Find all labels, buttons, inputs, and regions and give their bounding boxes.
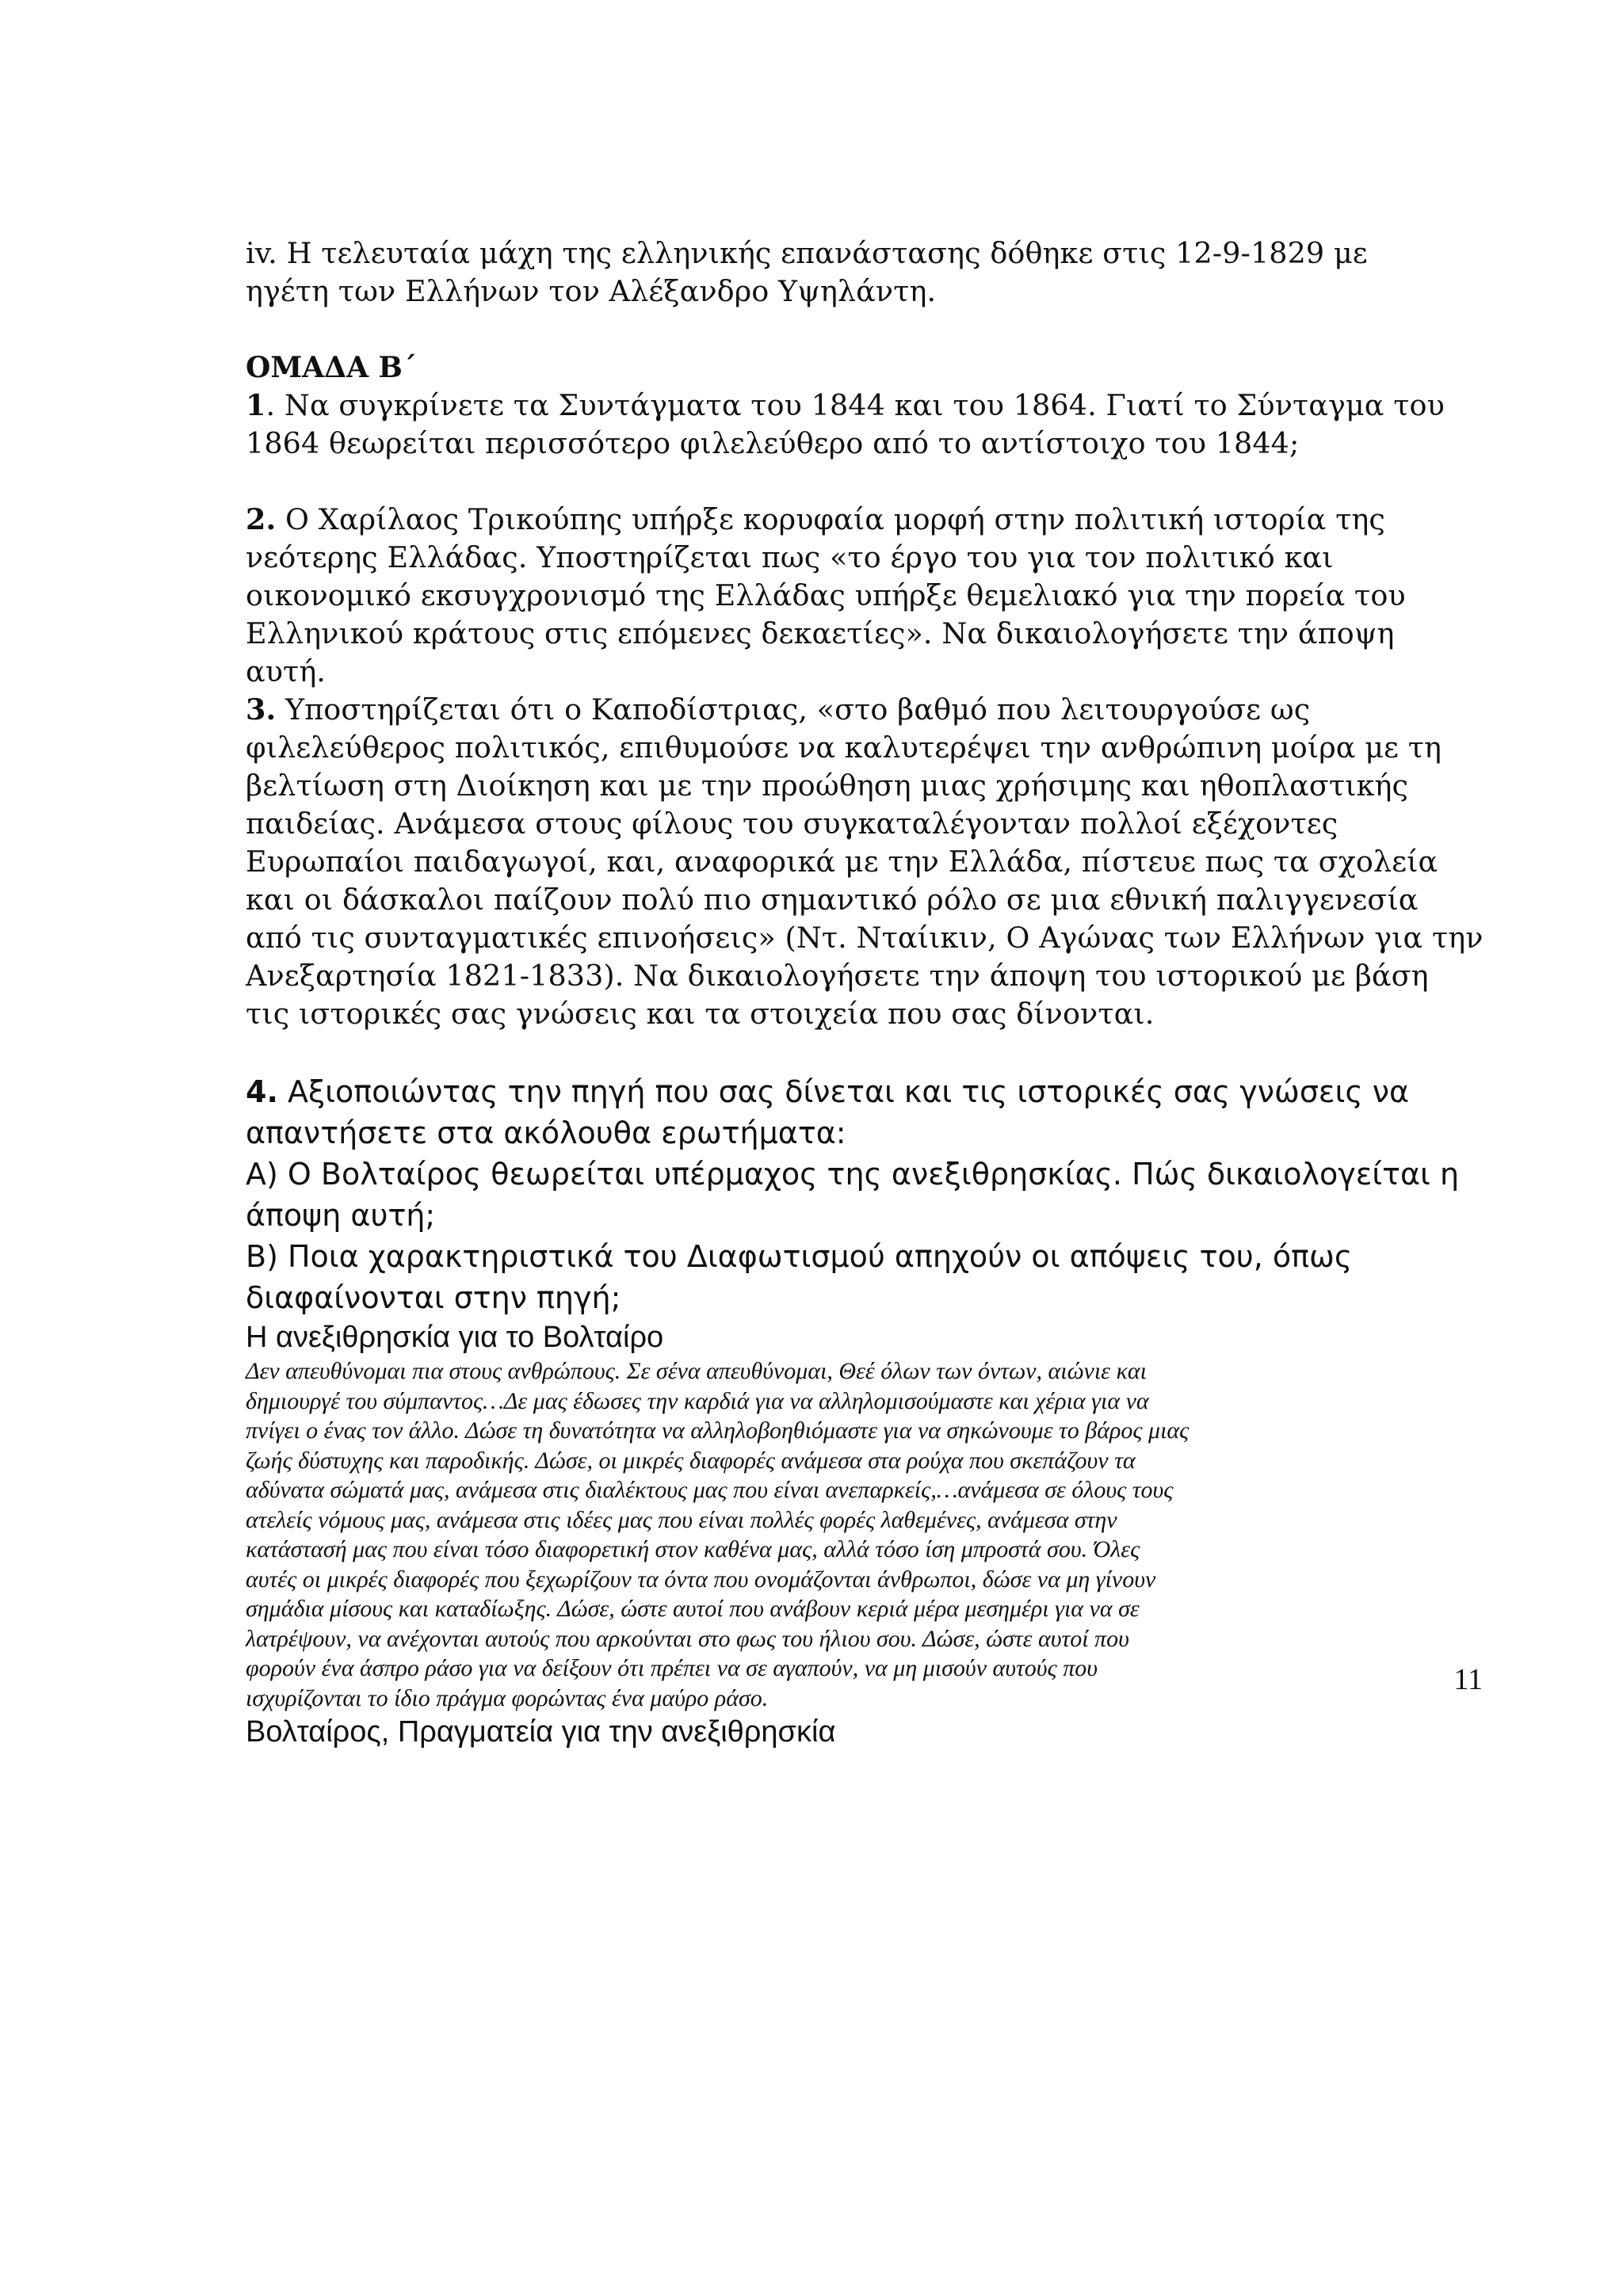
question-3-line-1: 3. Υποστηρίζεται ότι ο Καποδίστριας, «στο βαθμό που λειτουργούσε ως [246,692,1311,727]
item-iv-line-2: ηγέτη των Ελλήνων τον Αλέξανδρο Υψηλάντη. [246,274,937,308]
question-4-line-1: 4. Αξιοποιώντας την πηγή που σας δίνεται και τις ιστορικές σας γνώσεις να [246,1074,1409,1109]
question-4-line-2: απαντήσετε στα ακόλουθα ερωτήματα: [246,1116,846,1150]
question-3-line-8: Ανεξαρτησία 1821-1833). Να δικαιολογήσετε την άποψη του ιστορικού με βάση [246,959,1429,993]
item-iv-line-1: iv. Η τελευταία μάχη της ελληνικής επανάστασης δόθηκε στις 12-9-1829 με [246,236,1368,270]
question-4b-line-1: Β) Ποια χαρακτηριστικά του Διαφωτισμού απηχούν οι απόψεις του, όπως [246,1239,1353,1274]
quote-line: λατρέψουν, να ανέχονται αυτούς που αρκούνται στο φως του ήλιου σου. Δώσε, ώστε αυτοί που [246,1625,1129,1652]
question-2-line-2: νεότερης Ελλάδας. Υποστηρίζεται πως «το έργο του για τον πολιτικό και [246,540,1334,574]
question-3-line-9: τις ιστορικές σας γνώσεις και τα στοιχεία που σας δίνονται. [246,997,1155,1031]
quote-line: ζωής δύστυχης και παροδικής. Δώσε, οι μικρές διαφορές ανάμεσα στα ρούχα που σκεπάζουν τα [246,1447,1136,1474]
source-title: Η ανεξιθρησκία για το Βολταίρο [246,1321,664,1354]
quote-line: πνίγει ο ένας τον άλλο. Δώσε τη δυνατότητα να αλληλοβοηθιόμαστε για να σηκώνουμε το βάρος μιας [246,1417,1190,1444]
question-1-number: 1 [246,388,266,422]
question-1-line-1: 1. Να συγκρίνετε τα Συντάγματα του 1844 και του 1864. Γιατί το Σύνταγμα του [246,388,1445,422]
quote-line: κατάστασή μας που είναι τόσο διαφορετική στον καθένα μας, αλλά τόσο ίση μπροστά σου. Όλες [246,1536,1140,1562]
quote-line: ισχυρίζονται το ίδιο πράγμα φορώντας ένα μαύρο ράσο. [246,1684,769,1711]
question-3-line-7: από τις συνταγματικές επινοήσεις» (Ντ. Νταίικιν, Ο Αγώνας των Ελλήνων για την [246,921,1484,955]
quote-line: δημιουργέ του σύμπαντος…Δε μας έδωσες την καρδιά για να αλληλομισούμαστε και χέρια για να [246,1387,1149,1414]
question-3-line-6: και οι δάσκαλοι παίζουν πολύ πιο σημαντικό ρόλο σε μια εθνική παλιγγενεσία [246,883,1419,917]
group-heading: ΟΜΑΔΑ Β΄ [246,351,417,384]
question-2-line-4: Ελληνικού κράτους στις επόμενες δεκαετίες». Να δικαιολογήσετε την άποψη [246,616,1395,650]
source-attribution: Βολταίρος, Πραγματεία για την ανεξιθρησκία [246,1715,836,1749]
question-2-line-3: οικονομικό εκσυγχρονισμό της Ελλάδας υπήρξε θεμελιακό για την πορεία του [246,578,1406,612]
question-3-line-3: βελτίωση στη Διοίκηση και με την προώθηση μιας χρήσιμης και ηθοπλαστικής [246,769,1409,803]
quote-line: ατελείς νόμους μας, ανάμεσα στις ιδέες μας που είναι πολλές φορές λαθεμένες, ανάμεσα στην [246,1506,1117,1533]
quote-line: αυτές οι μικρές διαφορές που ξεχωρίζουν τα όντα που ονομάζονται άνθρωποι, δώσε να μη γίνουν [246,1566,1156,1592]
question-3-line-2: φιλελεύθερος πολιτικός, επιθυμούσε να καλυτερέψει την ανθρώπινη μοίρα με τη [246,730,1442,765]
page-number: 11 [1453,1663,1483,1696]
question-3-number: 3. [246,692,277,727]
quote-line: αδύνατα σώματά μας, ανάμεσα στις διαλέκτους μας που είναι ανεπαρκείς,…ανάμεσα σε όλους τους [246,1477,1174,1503]
source-quote [246,1356,1482,1713]
quote-line: Δεν απευθύνομαι πια στους ανθρώπους. Σε σένα απευθύνομαι, Θεέ όλων των όντων, αιώνιε και [246,1358,1147,1384]
question-3-line-4: παιδείας. Ανάμεσα στους φίλους του συγκαταλέγονταν πολλοί εξέχοντες [246,807,1338,841]
question-1-line-2: 1864 θεωρείται περισσότερο φιλελεύθερο από το αντίστοιχο του 1844; [246,426,1300,460]
question-4b-line-2: διαφαίνονται στην πηγή; [246,1280,621,1315]
question-2-line-1: 2. Ο Χαρίλαος Τρικούπης υπήρξε κορυφαία μορφή στην πολιτική ιστορία της [246,502,1385,536]
question-4-number: 4. [246,1074,278,1109]
question-3-line-5: Ευρωπαίοι παιδαγωγοί, και, αναφορικά με την Ελλάδα, πίστευε πως τα σχολεία [246,845,1438,879]
question-2-number: 2. [246,502,277,536]
question-4a-line-1: Α) Ο Βολταίρος θεωρείται υπέρμαχος της ανεξιθρησκίας. Πώς δικαιολογείται η [246,1157,1460,1192]
question-2-line-5: αυτή. [246,654,326,688]
question-4a-line-2: άποψη αυτή; [246,1198,436,1233]
quote-line: σημάδια μίσους και καταδίωξης. Δώσε, ώστε αυτοί που ανάβουν κεριά μέρα μεσημέρι για να σε [246,1596,1140,1622]
document-body [246,235,1482,1751]
quote-line: φορούν ένα άσπρο ράσο για να δείξουν ότι πρέπει να σε αγαπούν, να μη μισούν αυτούς που [246,1655,1098,1681]
